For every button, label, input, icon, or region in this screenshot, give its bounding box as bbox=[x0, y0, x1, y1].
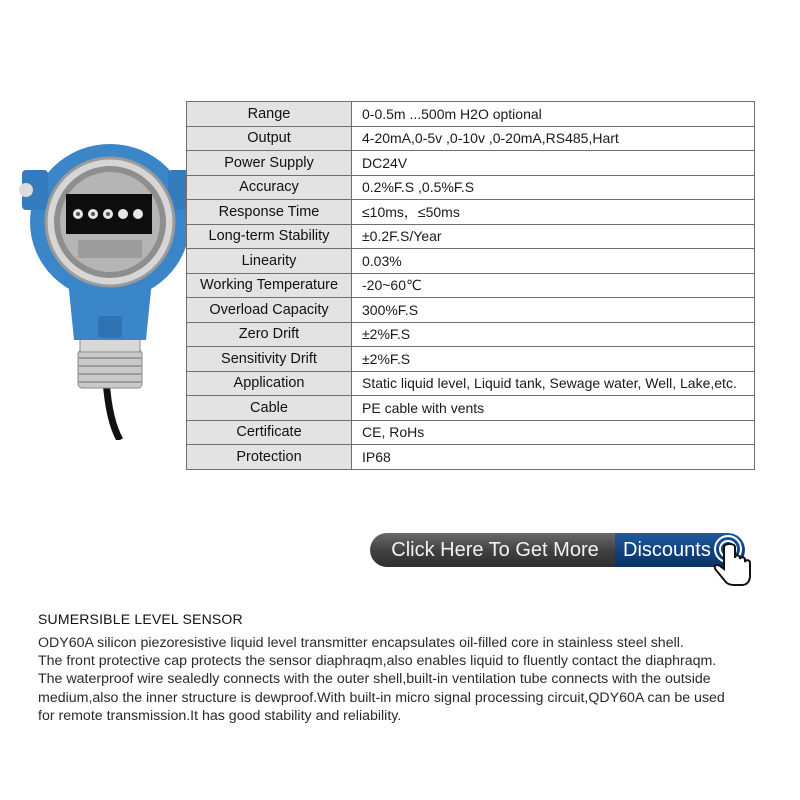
spec-label: Certificate bbox=[187, 420, 352, 445]
description-line: The waterproof wire sealedly connects with the outer shell,built-in ventilation tube connects with the outside bbox=[38, 671, 711, 688]
table-row bbox=[187, 445, 755, 470]
table-row bbox=[187, 249, 755, 274]
spec-label: Application bbox=[187, 371, 352, 396]
spec-label: Long-term Stability bbox=[187, 224, 352, 249]
spec-label: Output bbox=[187, 126, 352, 151]
spec-value: -20~60℃ bbox=[352, 273, 755, 298]
spec-label: Working Temperature bbox=[187, 273, 352, 298]
spec-value: ±0.2F.S/Year bbox=[352, 224, 755, 249]
table-row bbox=[187, 396, 755, 421]
table-row bbox=[187, 420, 755, 445]
spec-value: 300%F.S bbox=[352, 298, 755, 323]
product-image bbox=[18, 140, 188, 440]
spec-label: Cable bbox=[187, 396, 352, 421]
table-row bbox=[187, 151, 755, 176]
spec-label: Range bbox=[187, 102, 352, 127]
spec-table bbox=[186, 101, 755, 470]
spec-label: Linearity bbox=[187, 249, 352, 274]
table-row bbox=[187, 175, 755, 200]
spec-label: Zero Drift bbox=[187, 322, 352, 347]
description-title: SUMERSIBLE LEVEL SENSOR bbox=[38, 611, 243, 627]
spec-value: ±2%F.S bbox=[352, 322, 755, 347]
spec-label: Sensitivity Drift bbox=[187, 347, 352, 372]
description-line: for remote transmission.It has good stability and reliability. bbox=[38, 707, 402, 724]
spec-value: 0.2%F.S ,0.5%F.S bbox=[352, 175, 755, 200]
spec-label: Accuracy bbox=[187, 175, 352, 200]
description-line: medium,also the inner structure is dewproof.With built-in micro signal processing circuit,QDY60A can be used bbox=[38, 689, 725, 706]
spec-label: Protection bbox=[187, 445, 352, 470]
table-row bbox=[187, 126, 755, 151]
get-discounts-button[interactable] bbox=[370, 533, 750, 593]
spec-value: IP68 bbox=[352, 445, 755, 470]
cable bbox=[106, 380, 120, 440]
description-line: The front protective cap protects the sensor diaphraqm,also enables liquid to fluently contact the diaphraqm. bbox=[38, 653, 717, 670]
spec-label: Power Supply bbox=[187, 151, 352, 176]
table-row bbox=[187, 347, 755, 372]
cta-right-label[interactable]: Discounts bbox=[615, 533, 745, 567]
spec-value: ±2%F.S bbox=[352, 347, 755, 372]
table-row bbox=[187, 273, 755, 298]
table-row bbox=[187, 102, 755, 127]
spec-value: Static liquid level, Liquid tank, Sewage water, Well, Lake,etc. bbox=[352, 371, 755, 396]
spec-label: Overload Capacity bbox=[187, 298, 352, 323]
table-row bbox=[187, 371, 755, 396]
spec-value: PE cable with vents bbox=[352, 396, 755, 421]
spec-value: CE, RoHs bbox=[352, 420, 755, 445]
table-row bbox=[187, 224, 755, 249]
spec-value: ≤10ms，≤50ms bbox=[352, 200, 755, 225]
description-line: ODY60A silicon piezoresistive liquid level transmitter encapsulates oil-filled core in stainless steel shell. bbox=[38, 635, 684, 651]
table-row bbox=[187, 200, 755, 225]
spec-label: Response Time bbox=[187, 200, 352, 225]
spec-value: DC24V bbox=[352, 151, 755, 176]
spec-value: 4-20mA,0-5v ,0-10v ,0-20mA,RS485,Hart bbox=[352, 126, 755, 151]
table-row bbox=[187, 298, 755, 323]
table-row bbox=[187, 322, 755, 347]
cta-left-label[interactable]: Click Here To Get More bbox=[370, 533, 620, 567]
spec-value: 0.03% bbox=[352, 249, 755, 274]
description-body bbox=[38, 634, 773, 725]
spec-value: 0-0.5m ...500m H2O optional bbox=[352, 102, 755, 127]
pointing-hand-icon bbox=[708, 533, 754, 593]
